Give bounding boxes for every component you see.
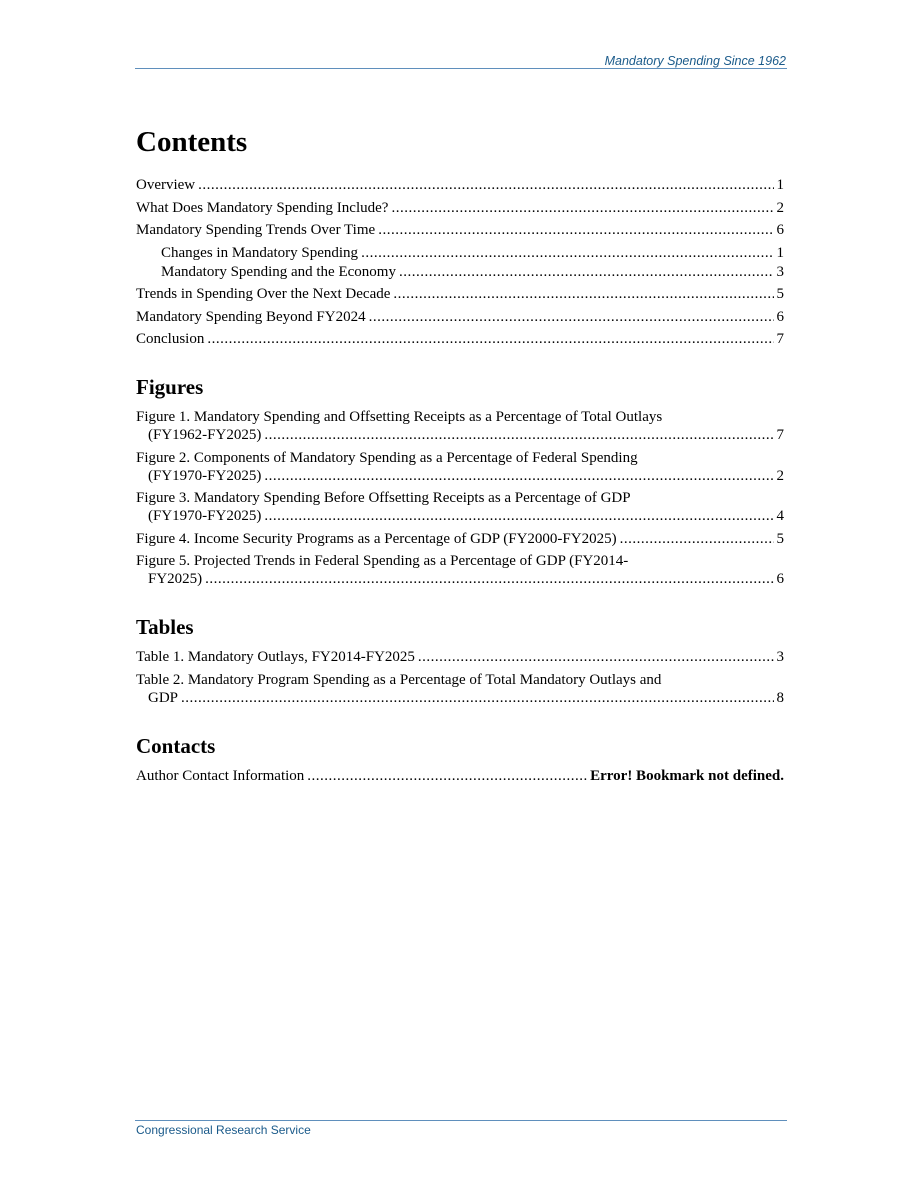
toc-entry-text: Figure 5. Projected Trends in Federal Spending as a Percentage of GDP (FY2014- xyxy=(136,553,629,569)
toc-page-number: 2 xyxy=(776,467,784,484)
toc-entry-beyond-fy2024[interactable] xyxy=(136,308,784,326)
toc-entry-table-2[interactable] xyxy=(136,671,784,707)
toc-page-number: 8 xyxy=(776,689,784,706)
toc-entry-trends-over-time[interactable] xyxy=(136,221,784,239)
figures-heading: Figures xyxy=(136,375,204,399)
toc-entry-table-1[interactable] xyxy=(136,648,784,666)
dot-leader xyxy=(391,199,773,217)
toc-entry-text: Trends in Spending Over the Next Decade xyxy=(136,286,391,302)
contacts-section xyxy=(136,731,784,785)
dot-leader xyxy=(369,308,774,326)
toc-entry-text: Figure 1. Mandatory Spending and Offsetting Receipts as a Percentage of Total Outlays xyxy=(136,409,663,425)
toc-entry-next-decade[interactable] xyxy=(136,285,784,303)
toc-entry-text: Mandatory Spending and the Economy xyxy=(161,263,396,280)
toc-page-number: 7 xyxy=(776,427,784,443)
tables-section xyxy=(136,612,784,707)
toc-entry-text-cont: (FY1962-FY2025) xyxy=(148,427,262,443)
toc-page-number: 2 xyxy=(776,199,784,216)
toc-page-number: 1 xyxy=(776,177,784,193)
toc-entry-text: Table 1. Mandatory Outlays, FY2014-FY2025 xyxy=(136,649,415,665)
toc-entry-text: Figure 3. Mandatory Spending Before Offsetting Receipts as a Percentage of GDP xyxy=(136,490,631,506)
dot-leader xyxy=(198,176,773,194)
toc-entry-figure-5[interactable] xyxy=(136,552,784,588)
contents-heading: Contents xyxy=(136,126,248,158)
toc-entry-text: Changes in Mandatory Spending xyxy=(161,244,359,261)
toc-subentry-changes[interactable] xyxy=(136,244,784,262)
toc-entry-text: Table 2. Mandatory Program Spending as a Percentage of Total Mandatory Outlays and xyxy=(136,671,662,688)
header-rule xyxy=(135,68,787,69)
toc-entry-figure-4[interactable] xyxy=(136,530,784,548)
toc-page-number: 6 xyxy=(776,222,784,238)
dot-leader xyxy=(264,426,773,444)
dot-leader xyxy=(307,767,587,785)
toc-page-number: 1 xyxy=(776,244,784,261)
toc-page-number: 6 xyxy=(776,308,784,325)
toc-entry-figure-1[interactable] xyxy=(136,408,784,444)
dot-leader xyxy=(181,689,773,707)
contents-section xyxy=(136,122,784,348)
dot-leader xyxy=(620,530,774,548)
dot-leader xyxy=(393,285,773,303)
toc-entry-what-does-include[interactable] xyxy=(136,199,784,217)
toc-page-number: 4 xyxy=(776,508,784,524)
toc-entry-overview[interactable] xyxy=(136,176,784,194)
toc-entry-text-cont: GDP xyxy=(148,689,179,706)
toc-page-number: 6 xyxy=(776,571,784,587)
toc-body xyxy=(136,122,784,809)
toc-page-number: 5 xyxy=(776,530,784,547)
dot-leader xyxy=(361,244,773,262)
toc-entry-text-cont: FY2025) xyxy=(148,571,203,587)
dot-leader xyxy=(207,330,773,348)
toc-page-number: 3 xyxy=(776,263,784,280)
toc-entry-text: Mandatory Spending Trends Over Time xyxy=(136,222,376,238)
toc-entry-figure-3[interactable] xyxy=(136,489,784,525)
toc-entry-text: Figure 4. Income Security Programs as a Percentage of GDP (FY2000-FY2025) xyxy=(136,530,617,547)
toc-entry-text: Author Contact Information xyxy=(136,767,305,784)
toc-subentry-economy[interactable] xyxy=(136,263,784,281)
contacts-heading: Contacts xyxy=(136,733,216,758)
toc-entry-text: Mandatory Spending Beyond FY2024 xyxy=(136,308,366,325)
dot-leader xyxy=(418,648,774,666)
toc-entry-text-cont: (FY1970-FY2025) xyxy=(148,467,262,484)
toc-page-number: 7 xyxy=(776,331,784,347)
toc-page-number: 5 xyxy=(776,286,784,302)
tables-heading: Tables xyxy=(136,615,194,639)
toc-entry-conclusion[interactable] xyxy=(136,330,784,348)
running-header-title: Mandatory Spending Since 1962 xyxy=(604,54,786,68)
dot-leader xyxy=(205,570,773,588)
dot-leader xyxy=(264,467,773,485)
toc-entry-text: Overview xyxy=(136,177,196,193)
dot-leader xyxy=(378,221,773,239)
toc-page-number: 3 xyxy=(776,649,784,665)
figures-section xyxy=(136,372,784,588)
toc-entry-text: Conclusion xyxy=(136,331,205,347)
toc-entry-text: Figure 2. Components of Mandatory Spending as a Percentage of Federal Spending xyxy=(136,449,638,466)
dot-leader xyxy=(399,263,774,281)
footer-org-name: Congressional Research Service xyxy=(136,1123,311,1137)
dot-leader xyxy=(264,507,773,525)
footer-rule xyxy=(135,1120,787,1121)
toc-page-error: Error! Bookmark not defined. xyxy=(590,767,784,784)
toc-entry-figure-2[interactable] xyxy=(136,449,784,485)
toc-entry-text: What Does Mandatory Spending Include? xyxy=(136,199,389,216)
toc-entry-text-cont: (FY1970-FY2025) xyxy=(148,508,262,524)
toc-entry-author-contact[interactable] xyxy=(136,767,784,785)
